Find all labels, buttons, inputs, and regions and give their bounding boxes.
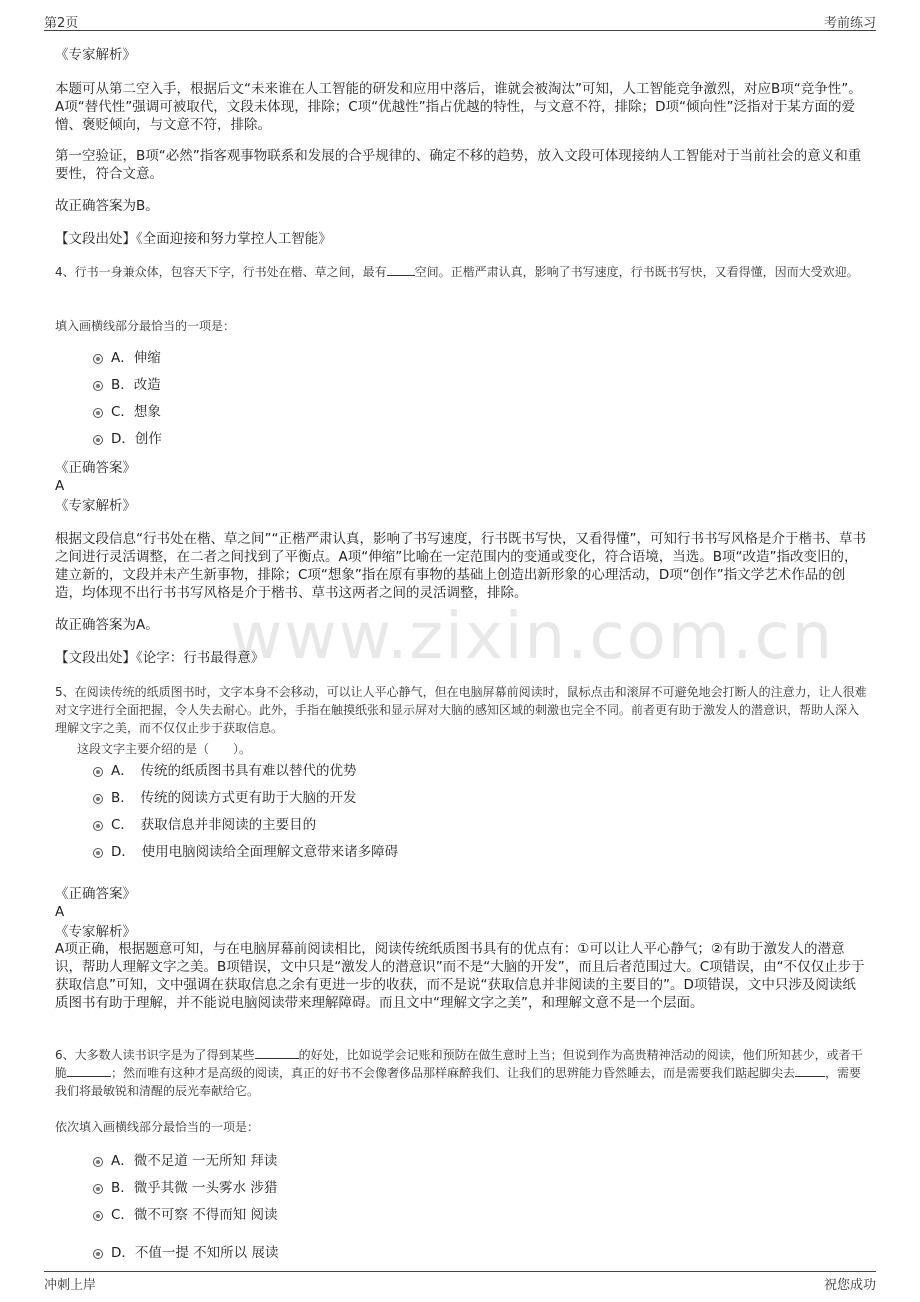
q4-answer-label: 《正确答案》 — [55, 460, 136, 476]
q6-option-a[interactable]: A．微不足道 一无所知 拜读 — [93, 1152, 277, 1170]
footer-right: 祝您成功 — [823, 1278, 876, 1293]
q4-option-c[interactable]: C．想象 — [93, 403, 161, 421]
watermark: www.zixin.com.cn — [230, 600, 835, 674]
q5-option-a[interactable]: A． 传统的纸质图书具有难以替代的优势 — [93, 762, 357, 780]
q4-answer: A — [55, 478, 65, 494]
q5-answer: A — [55, 904, 65, 920]
q5-analysis: A项正确，根据题意可知，与在电脑屏幕前阅读相比，阅读传统纸质图书具有的优点有：①可以让人平心静气；②有助于激发人的潜意识，帮助人理解文字之美。B项错误，文中只是“激发人的潜意识”而不是“大脑的开发”，而且后者范围过大。C项错误，由“不仅仅止步于获取信息”可知，文中强调在获取信息之余有更进一步的收获，而不是说“获取信息并非阅读的主要目的”。D项错误，文中只涉及阅读纸质图书有助于理解，并不能说电脑阅读带来理解障碍。而且文中“理解文字之美”，和理解文意不是一个层面。 — [55, 941, 865, 1011]
q5-prompt: 这段文字主要介绍的是（ ）。 — [77, 742, 252, 756]
radio-icon[interactable] — [93, 381, 103, 391]
radio-icon[interactable] — [93, 1211, 103, 1221]
radio-icon[interactable] — [93, 435, 103, 445]
q3-analysis-p2: 第一空验证，B项“必然”指客观事物联系和发展的合乎规律的、确定不移的趋势，放入文段可体现接纳人工智能对于当前社会的意义和重要性，符合文意。 — [55, 148, 862, 182]
q6-prompt: 依次填入画横线部分最恰当的一项是： — [55, 1120, 260, 1134]
q4-option-b[interactable]: B．改造 — [93, 376, 161, 394]
footer-left: 冲刺上岸 — [44, 1278, 97, 1293]
q5-option-c[interactable]: C． 获取信息并非阅读的主要目的 — [93, 816, 316, 834]
radio-icon[interactable] — [93, 1249, 103, 1259]
q3-answer-text: 故正确答案为B。 — [55, 198, 159, 214]
q6-option-c[interactable]: C．微不可察 不得而知 阅读 — [93, 1206, 278, 1224]
q5-option-d[interactable]: D． 使用电脑阅读给全面理解文意带来诸多障碍 — [93, 843, 398, 861]
q5-analysis-label: 《专家解析》 — [55, 924, 136, 940]
q4-stem: 4、行书一身兼众体，包容天下字，行书处在楷、草之间，最有 空间。正楷严肃认真，影响了书写速度，行书既书写快，又看得懂，因而大受欢迎。 — [55, 265, 859, 279]
radio-icon[interactable] — [93, 1184, 103, 1194]
q5-option-b[interactable]: B． 传统的阅读方式更有助于大脑的开发 — [93, 789, 357, 807]
q5-stem: 5、在阅读传统的纸质图书时，文字本身不会移动，可以让人平心静气，但在电脑屏幕前阅读时，鼠标点击和滚屏不可避免地会打断人的注意力，让人很难对文字进行全面把握，令人失去耐心。此外，手指在触摸纸张和显示屏对大脑的感知区域的刺激也完全不同。前者更有助于激发人的潜意识，帮助人深入理解文字之美，而不仅仅止步于获取信息。 — [55, 685, 867, 735]
radio-icon[interactable] — [93, 848, 103, 858]
radio-icon[interactable] — [93, 354, 103, 364]
q4-analysis-label: 《专家解析》 — [55, 498, 136, 514]
radio-icon[interactable] — [93, 408, 103, 418]
q4-answer-text: 故正确答案为A。 — [55, 617, 159, 633]
q6-stem: 6、大多数人读书识字是为了得到某些 的好处，比如说学会记账和预防在做生意时上当；但说到作为高贵精神活动的阅读，他们所知甚少，或者干脆 ；然而唯有这种才是高级的阅读，真正的好书不会像奢侈品那样麻醉我们、让我们的思辨能力昏然睡去，而是需要我们踮起脚尖去 ，需要我们将最敏锐和清醒的辰光奉献给它。 — [55, 1048, 863, 1098]
q3-analysis-label: 《专家解析》 — [55, 47, 136, 63]
q4-prompt: 填入画横线部分最恰当的一项是： — [55, 319, 236, 333]
q3-analysis-p1: 本题可从第二空入手，根据后文“未来谁在人工智能的研发和应用中落后，谁就会被淘汰”可知，人工智能竞争激烈，对应B项“竞争性”。A项“替代性”强调可被取代，文段未体现，排除；C项“优越性”指占优越的特性，与文意不符，排除；D项“倾向性”泛指对于某方面的爱憎、褒贬倾向，与文意不符，排除。 — [55, 81, 862, 133]
page-footer — [44, 1271, 876, 1296]
q6-option-d[interactable]: D．不值一提 不知所以 展读 — [93, 1244, 278, 1262]
radio-icon[interactable] — [93, 821, 103, 831]
page-header — [44, 12, 876, 31]
header-title: 考前练习 — [823, 16, 876, 31]
radio-icon[interactable] — [93, 794, 103, 804]
q3-source: 【文段出处】《全面迎接和努力掌控人工智能》 — [55, 231, 332, 247]
q4-analysis-p1: 根据文段信息“行书处在楷、草之间”“正楷严肃认真，影响了书写速度，行书既书写快，又看得懂”，可知行书书写风格是介于楷书、草书之间进行灵活调整，在二者之间找到了平衡点。A项“伸缩”比喻在一定范围内的变通或变化，符合语境，当选。B项“改造”指改变旧的，建立新的，文段并未产生新事物，排除；C项“想象”指在原有事物的基础上创造出新形象的心理活动，D项“创作”指文学艺术作品的创造，均体现不出行书书写风格是介于楷书、草书这两者之间的灵活调整，排除。 — [55, 531, 866, 601]
page-number: 第2页 — [44, 16, 79, 31]
radio-icon[interactable] — [93, 767, 103, 777]
radio-icon[interactable] — [93, 1157, 103, 1167]
q5-answer-label: 《正确答案》 — [55, 886, 136, 902]
q6-option-b[interactable]: B．微乎其微 一头雾水 涉猎 — [93, 1179, 277, 1197]
q4-source: 【文段出处】《论字：行书最得意》 — [55, 650, 265, 666]
q4-option-d[interactable]: D．创作 — [93, 430, 162, 448]
q4-option-a[interactable]: A．伸缩 — [93, 349, 161, 367]
